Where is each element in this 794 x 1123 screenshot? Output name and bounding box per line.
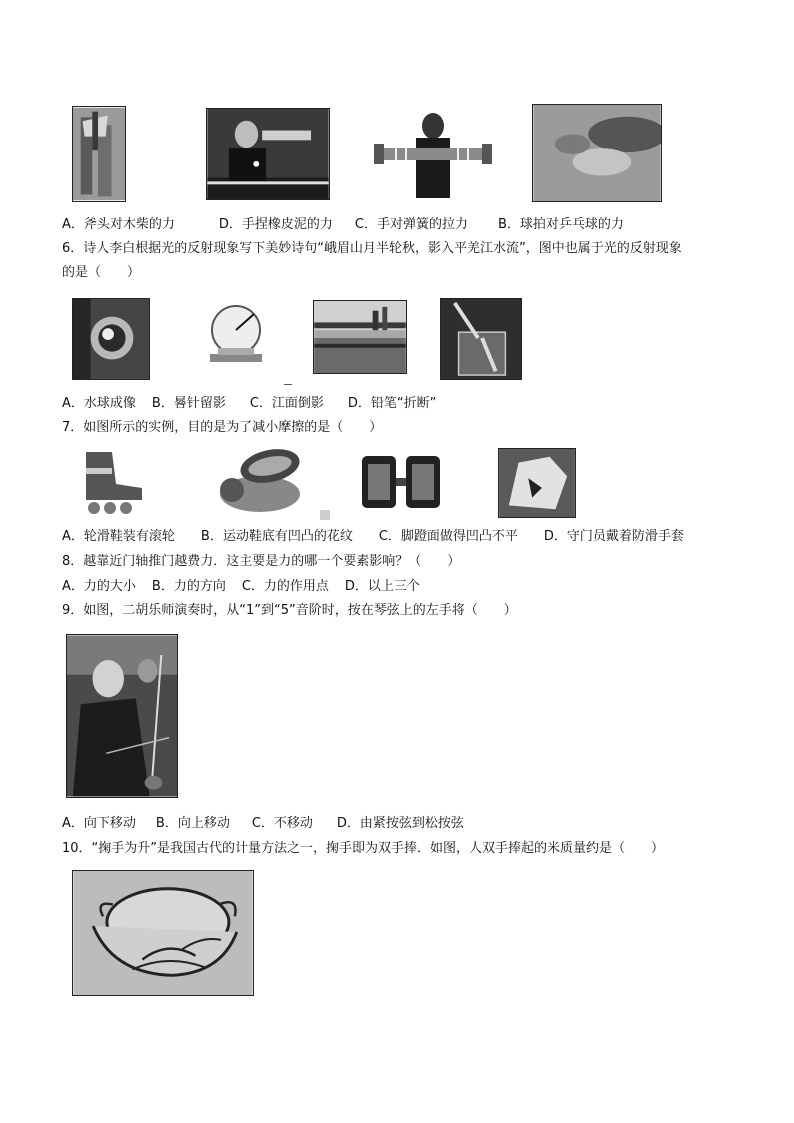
q5-image-axe <box>72 106 126 202</box>
q9-stem: 9．如图，二胡乐师演奏时，从“1”到“5”音阶时，按在琴弦上的左手将（ ） <box>62 603 517 618</box>
q9-option-b[interactable]: B．向上移动 <box>155 816 230 831</box>
q5-options <box>62 216 624 234</box>
q5-image-clay <box>532 104 662 202</box>
q7-image-goalkeeper-glove <box>498 448 576 518</box>
q10-image-cupped-hands <box>72 870 254 996</box>
q6-option-c[interactable]: C．江面倒影 <box>249 396 324 411</box>
river-reflection-photo <box>314 301 406 373</box>
roller-skate-photo <box>72 448 148 516</box>
q7-grey-mark <box>320 510 330 520</box>
q7-option-d[interactable]: D．守门员戴着防滑手套 <box>543 529 684 544</box>
q6-option-a[interactable]: A．水球成像 <box>62 396 136 411</box>
q6-image-water-ball <box>72 298 150 380</box>
q7-options <box>62 528 684 546</box>
sport-shoe-photo <box>212 444 304 518</box>
q7-image-roller-skate <box>72 448 148 516</box>
q6-stem-line1: 6．诗人李白根据光的反射现象写下美妙诗句“峨眉山月半轮秋，影入平羌江水流”，图中也属于光的反射现象 <box>62 241 682 256</box>
q8-option-c[interactable]: C．力的作用点 <box>241 579 329 594</box>
q7-stem: 7．如图所示的实例，目的是为了减小摩擦的是（ ） <box>62 420 383 435</box>
erhu-player-photo <box>67 635 177 797</box>
q6-image-river-reflection <box>313 300 407 374</box>
q5-image-spring <box>372 108 494 200</box>
q7-option-b[interactable]: B．运动鞋底有凹凸的花纹 <box>200 529 353 544</box>
q7-option-a[interactable]: A．轮滑鞋装有滚轮 <box>62 529 175 544</box>
goalkeeper-glove-photo <box>499 449 575 517</box>
q7-image-sport-shoe <box>212 444 304 518</box>
q8-options <box>62 578 420 596</box>
q6-options <box>62 395 436 413</box>
q6-tick-mark <box>284 384 292 385</box>
sundial-photo <box>196 298 276 370</box>
q5-option-c[interactable]: C．手对弹簧的拉力 <box>354 217 468 232</box>
q8-option-b[interactable]: B．力的方向 <box>151 579 226 594</box>
q8-stem: 8．越靠近门轴推门越费力．这主要是力的哪一个要素影响？（ ） <box>62 554 461 569</box>
axe-photo <box>73 107 125 201</box>
spring-photo <box>372 108 494 200</box>
pencil-photo <box>441 299 521 379</box>
q6-option-b[interactable]: B．晷针留影 <box>151 396 226 411</box>
clay-photo <box>533 105 661 201</box>
q7-image-pedal <box>356 446 446 518</box>
q9-option-c[interactable]: C．不移动 <box>251 816 313 831</box>
q5-option-d[interactable]: D．手捏橡皮泥的力 <box>218 217 333 232</box>
q6-image-sundial <box>196 298 276 370</box>
table-tennis-photo <box>207 109 329 199</box>
q5-image-table-tennis <box>206 108 330 200</box>
q5-option-b[interactable]: B．球拍对乒乓球的力 <box>498 217 624 232</box>
q9-options <box>62 815 464 833</box>
q9-option-a[interactable]: A．向下移动 <box>62 816 136 831</box>
q6-option-d[interactable]: D．铅笔“折断” <box>347 396 437 411</box>
water-ball-photo <box>73 299 149 379</box>
pedal-photo <box>356 446 446 518</box>
q8-option-a[interactable]: A．力的大小 <box>62 579 136 594</box>
q9-image-erhu-player <box>66 634 178 798</box>
q7-option-c[interactable]: C．脚蹬面做得凹凸不平 <box>378 529 518 544</box>
q5-option-a[interactable]: A．斧头对木柴的力 <box>62 217 175 232</box>
q8-option-d[interactable]: D．以上三个 <box>344 579 420 594</box>
q6-stem-line2: 的是（ ） <box>62 265 141 280</box>
q9-option-d[interactable]: D．由紧按弦到松按弦 <box>336 816 464 831</box>
q6-image-pencil <box>440 298 522 380</box>
q10-stem: 10．“掬手为升”是我国古代的计量方法之一，掬手即为双手捧．如图，人双手捧起的米质量约是（ ） <box>62 841 665 856</box>
cupped-hands-illustration <box>73 871 253 995</box>
